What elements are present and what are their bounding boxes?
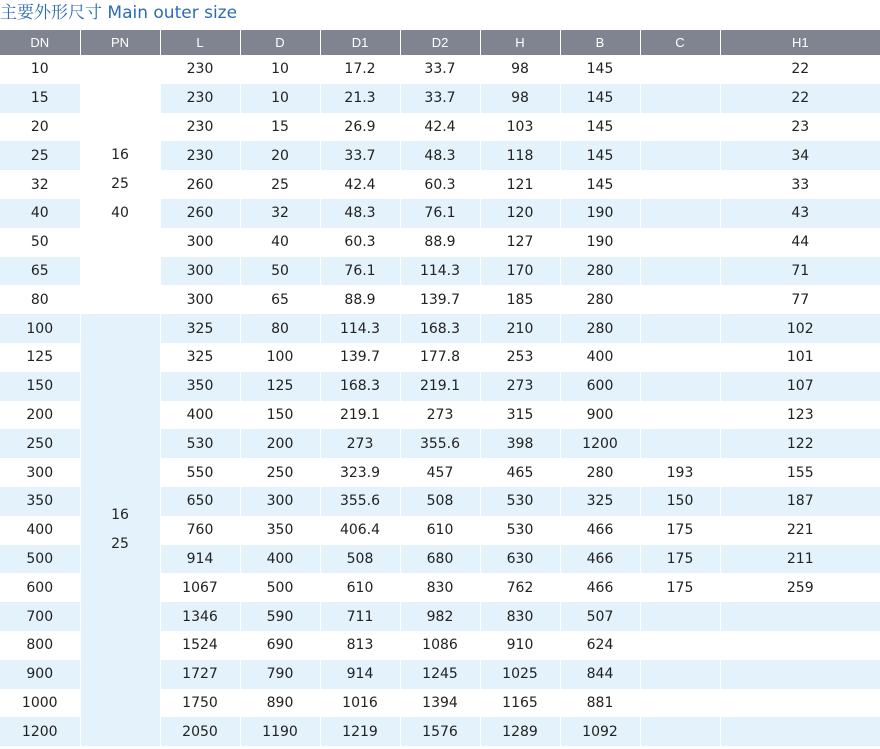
column-header: DN bbox=[0, 30, 80, 55]
cell-c bbox=[640, 660, 720, 689]
cell-b: 190 bbox=[560, 199, 640, 228]
cell-d: 10 bbox=[240, 84, 320, 113]
cell-d1: 610 bbox=[320, 573, 400, 602]
cell-d2: 139.7 bbox=[400, 285, 480, 314]
cell-l: 550 bbox=[160, 458, 240, 487]
cell-dn: 10 bbox=[30, 61, 49, 78]
cell-h: 1289 bbox=[480, 717, 560, 746]
cell-d: 10 bbox=[240, 55, 320, 84]
cell-l: 325 bbox=[160, 343, 240, 372]
cell-c: 175 bbox=[640, 545, 720, 574]
cell-l: 230 bbox=[160, 84, 240, 113]
cell-l: 230 bbox=[160, 141, 240, 170]
cell-h: 253 bbox=[480, 343, 560, 372]
cell-h1: 22 bbox=[720, 55, 880, 84]
cell-dn: 40 bbox=[0, 199, 80, 228]
cell-h1: 34 bbox=[720, 141, 880, 170]
table-row bbox=[0, 55, 880, 84]
cell-d1: 139.7 bbox=[320, 343, 400, 372]
cell-c bbox=[640, 717, 720, 746]
cell-l: 260 bbox=[160, 199, 240, 228]
column-header: D1 bbox=[320, 30, 400, 55]
cell-dn: 20 bbox=[30, 118, 49, 135]
cell-d: 500 bbox=[240, 573, 320, 602]
column-header: D2 bbox=[400, 30, 480, 55]
cell-d2: 33.7 bbox=[400, 84, 480, 113]
cell-d: 25 bbox=[240, 170, 320, 199]
column-header: B bbox=[560, 30, 640, 55]
cell-c bbox=[640, 372, 720, 401]
cell-h: 98 bbox=[480, 84, 560, 113]
cell-d: 250 bbox=[240, 458, 320, 487]
cell-b: 145 bbox=[560, 84, 640, 113]
cell-h1: 77 bbox=[720, 285, 880, 314]
cell-d: 1190 bbox=[240, 717, 320, 746]
cell-d2: 114.3 bbox=[400, 257, 480, 286]
cell-dn: 200 bbox=[26, 406, 54, 423]
cell-d: 50 bbox=[240, 257, 320, 286]
cell-d1: 168.3 bbox=[320, 372, 400, 401]
cell-h: 762 bbox=[480, 573, 560, 602]
cell-dn: 700 bbox=[0, 602, 80, 631]
cell-l: 300 bbox=[160, 228, 240, 257]
cell-b: 900 bbox=[560, 401, 640, 430]
cell-c: 175 bbox=[640, 573, 720, 602]
cell-dn: 15 bbox=[0, 84, 80, 113]
cell-d1: 76.1 bbox=[320, 257, 400, 286]
cell-d: 590 bbox=[240, 602, 320, 631]
cell-dn: 150 bbox=[0, 372, 80, 401]
cell-l: 400 bbox=[160, 401, 240, 430]
cell-c: 175 bbox=[640, 516, 720, 545]
cell-h: 120 bbox=[480, 199, 560, 228]
cell-h1: 71 bbox=[720, 257, 880, 286]
cell-c bbox=[640, 141, 720, 170]
table-row bbox=[0, 314, 880, 343]
cell-d1: 26.9 bbox=[320, 113, 400, 142]
cell-l: 300 bbox=[160, 285, 240, 314]
cell-d2: 457 bbox=[400, 458, 480, 487]
cell-d2: 1394 bbox=[400, 689, 480, 718]
pn-value: 40 bbox=[111, 204, 129, 221]
cell-d1: 21.3 bbox=[320, 84, 400, 113]
cell-c bbox=[640, 689, 720, 718]
column-header: H1 bbox=[720, 30, 880, 55]
cell-d: 125 bbox=[240, 372, 320, 401]
cell-l: 300 bbox=[160, 257, 240, 286]
cell-h1: 22 bbox=[720, 84, 880, 113]
cell-d: 100 bbox=[240, 343, 320, 372]
cell-b: 507 bbox=[560, 602, 640, 631]
cell-d: 80 bbox=[240, 314, 320, 343]
cell-h1: 43 bbox=[720, 199, 880, 228]
cell-h: 210 bbox=[480, 314, 560, 343]
pn-value: 25 bbox=[111, 176, 129, 193]
cell-l: 260 bbox=[160, 170, 240, 199]
dimension-table bbox=[0, 30, 880, 746]
cell-d: 890 bbox=[240, 689, 320, 718]
cell-h1 bbox=[720, 717, 880, 746]
cell-b: 145 bbox=[560, 55, 640, 84]
cell-d2: 42.4 bbox=[400, 113, 480, 142]
cell-h1: 123 bbox=[720, 401, 880, 430]
cell-d2: 76.1 bbox=[400, 199, 480, 228]
cell-h1: 155 bbox=[720, 458, 880, 487]
cell-d: 200 bbox=[240, 429, 320, 458]
page-title: 主要外形尺寸 Main outer size bbox=[0, 3, 238, 23]
cell-d: 790 bbox=[240, 660, 320, 689]
cell-h: 127 bbox=[480, 228, 560, 257]
cell-dn: 125 bbox=[26, 349, 54, 366]
cell-b: 190 bbox=[560, 228, 640, 257]
cell-l: 650 bbox=[160, 487, 240, 516]
cell-b: 881 bbox=[560, 689, 640, 718]
cell-d1: 406.4 bbox=[320, 516, 400, 545]
cell-d2: 48.3 bbox=[400, 141, 480, 170]
cell-h1: 107 bbox=[720, 372, 880, 401]
cell-c: 150 bbox=[640, 487, 720, 516]
cell-h1: 33 bbox=[720, 170, 880, 199]
cell-d1: 273 bbox=[320, 429, 400, 458]
cell-h1: 44 bbox=[720, 228, 880, 257]
cell-h: 273 bbox=[480, 372, 560, 401]
cell-d1: 48.3 bbox=[320, 199, 400, 228]
cell-c bbox=[640, 84, 720, 113]
cell-h: 1165 bbox=[480, 689, 560, 718]
cell-b: 280 bbox=[560, 314, 640, 343]
cell-pn-group bbox=[80, 55, 160, 314]
cell-b: 466 bbox=[560, 573, 640, 602]
cell-b: 600 bbox=[560, 372, 640, 401]
cell-d1: 323.9 bbox=[320, 458, 400, 487]
cell-d2: 33.7 bbox=[400, 55, 480, 84]
cell-d2: 610 bbox=[400, 516, 480, 545]
cell-dn: 300 bbox=[26, 464, 54, 481]
cell-d2: 1576 bbox=[400, 717, 480, 746]
cell-l: 1727 bbox=[160, 660, 240, 689]
column-header: PN bbox=[80, 30, 160, 55]
cell-c bbox=[640, 343, 720, 372]
cell-c bbox=[640, 285, 720, 314]
cell-l: 2050 bbox=[160, 717, 240, 746]
cell-b: 280 bbox=[560, 458, 640, 487]
cell-h1 bbox=[720, 631, 880, 660]
cell-d2: 60.3 bbox=[400, 170, 480, 199]
cell-c bbox=[640, 429, 720, 458]
cell-b: 145 bbox=[560, 141, 640, 170]
cell-d1: 1219 bbox=[320, 717, 400, 746]
cell-dn: 100 bbox=[0, 314, 80, 343]
cell-d2: 508 bbox=[400, 487, 480, 516]
cell-b: 1092 bbox=[560, 717, 640, 746]
cell-d2: 168.3 bbox=[400, 314, 480, 343]
cell-d: 15 bbox=[240, 113, 320, 142]
cell-d: 300 bbox=[240, 487, 320, 516]
cell-h: 830 bbox=[480, 602, 560, 631]
cell-dn: 600 bbox=[26, 579, 54, 596]
cell-dn: 400 bbox=[26, 522, 54, 539]
cell-h1: 101 bbox=[720, 343, 880, 372]
cell-l: 325 bbox=[160, 314, 240, 343]
cell-h: 398 bbox=[480, 429, 560, 458]
cell-c bbox=[640, 602, 720, 631]
cell-d2: 1086 bbox=[400, 631, 480, 660]
cell-d2: 355.6 bbox=[400, 429, 480, 458]
cell-d2: 830 bbox=[400, 573, 480, 602]
cell-d: 32 bbox=[240, 199, 320, 228]
cell-d1: 813 bbox=[320, 631, 400, 660]
cell-d: 690 bbox=[240, 631, 320, 660]
cell-dn: 25 bbox=[0, 141, 80, 170]
cell-b: 400 bbox=[560, 343, 640, 372]
cell-d1: 914 bbox=[320, 660, 400, 689]
cell-d: 350 bbox=[240, 516, 320, 545]
cell-l: 760 bbox=[160, 516, 240, 545]
cell-d1: 33.7 bbox=[320, 141, 400, 170]
cell-d: 20 bbox=[240, 141, 320, 170]
cell-l: 1346 bbox=[160, 602, 240, 631]
cell-d1: 711 bbox=[320, 602, 400, 631]
cell-b: 844 bbox=[560, 660, 640, 689]
cell-dn: 65 bbox=[0, 257, 80, 286]
cell-b: 466 bbox=[560, 545, 640, 574]
column-header: C bbox=[640, 30, 720, 55]
cell-d2: 273 bbox=[400, 401, 480, 430]
table-body bbox=[0, 55, 880, 746]
cell-c bbox=[640, 257, 720, 286]
cell-dn: 80 bbox=[30, 291, 49, 308]
cell-h: 98 bbox=[480, 55, 560, 84]
cell-d2: 982 bbox=[400, 602, 480, 631]
cell-l: 350 bbox=[160, 372, 240, 401]
cell-d1: 1016 bbox=[320, 689, 400, 718]
cell-h1: 122 bbox=[720, 429, 880, 458]
cell-b: 280 bbox=[560, 285, 640, 314]
cell-h: 530 bbox=[480, 487, 560, 516]
cell-b: 624 bbox=[560, 631, 640, 660]
cell-d: 400 bbox=[240, 545, 320, 574]
pn-value: 16 bbox=[111, 507, 129, 524]
cell-d1: 60.3 bbox=[320, 228, 400, 257]
cell-h1: 23 bbox=[720, 113, 880, 142]
cell-l: 230 bbox=[160, 55, 240, 84]
cell-h: 170 bbox=[480, 257, 560, 286]
cell-l: 914 bbox=[160, 545, 240, 574]
cell-l: 1524 bbox=[160, 631, 240, 660]
cell-d1: 508 bbox=[320, 545, 400, 574]
column-header: H bbox=[480, 30, 560, 55]
cell-d1: 88.9 bbox=[320, 285, 400, 314]
cell-dn: 350 bbox=[0, 487, 80, 516]
cell-b: 280 bbox=[560, 257, 640, 286]
column-header: L bbox=[160, 30, 240, 55]
cell-dn: 500 bbox=[0, 545, 80, 574]
cell-h: 121 bbox=[480, 170, 560, 199]
cell-h: 1025 bbox=[480, 660, 560, 689]
cell-h: 118 bbox=[480, 141, 560, 170]
cell-h1 bbox=[720, 660, 880, 689]
cell-l: 530 bbox=[160, 429, 240, 458]
cell-h1: 259 bbox=[720, 573, 880, 602]
cell-c bbox=[640, 401, 720, 430]
cell-d2: 219.1 bbox=[400, 372, 480, 401]
cell-c bbox=[640, 199, 720, 228]
table-header-row bbox=[0, 30, 880, 55]
cell-h1: 187 bbox=[720, 487, 880, 516]
cell-l: 230 bbox=[160, 113, 240, 142]
cell-c bbox=[640, 228, 720, 257]
cell-h: 465 bbox=[480, 458, 560, 487]
cell-c bbox=[640, 170, 720, 199]
cell-d2: 177.8 bbox=[400, 343, 480, 372]
cell-h1: 221 bbox=[720, 516, 880, 545]
cell-l: 1750 bbox=[160, 689, 240, 718]
cell-d2: 88.9 bbox=[400, 228, 480, 257]
column-header: D bbox=[240, 30, 320, 55]
cell-h: 530 bbox=[480, 516, 560, 545]
pn-value: 25 bbox=[111, 536, 129, 553]
cell-b: 145 bbox=[560, 170, 640, 199]
cell-b: 325 bbox=[560, 487, 640, 516]
cell-dn: 1200 bbox=[0, 717, 80, 746]
cell-dn: 900 bbox=[0, 660, 80, 689]
cell-c: 193 bbox=[640, 458, 720, 487]
cell-d1: 42.4 bbox=[320, 170, 400, 199]
cell-dn: 50 bbox=[30, 234, 49, 251]
cell-h: 185 bbox=[480, 285, 560, 314]
cell-c bbox=[640, 55, 720, 84]
cell-d: 40 bbox=[240, 228, 320, 257]
cell-b: 145 bbox=[560, 113, 640, 142]
cell-b: 466 bbox=[560, 516, 640, 545]
cell-h1 bbox=[720, 689, 880, 718]
cell-d1: 114.3 bbox=[320, 314, 400, 343]
cell-c bbox=[640, 113, 720, 142]
cell-dn: 250 bbox=[0, 429, 80, 458]
cell-c bbox=[640, 314, 720, 343]
cell-pn-group bbox=[80, 314, 160, 746]
cell-d2: 680 bbox=[400, 545, 480, 574]
cell-dn: 800 bbox=[26, 637, 54, 654]
cell-dn: 1000 bbox=[21, 694, 58, 711]
cell-d1: 17.2 bbox=[320, 55, 400, 84]
cell-d1: 219.1 bbox=[320, 401, 400, 430]
cell-h1: 102 bbox=[720, 314, 880, 343]
pn-value: 16 bbox=[111, 147, 129, 164]
cell-l: 1067 bbox=[160, 573, 240, 602]
cell-dn: 32 bbox=[30, 176, 49, 193]
cell-d1: 355.6 bbox=[320, 487, 400, 516]
cell-h: 910 bbox=[480, 631, 560, 660]
cell-b: 1200 bbox=[560, 429, 640, 458]
cell-h: 103 bbox=[480, 113, 560, 142]
cell-h: 630 bbox=[480, 545, 560, 574]
cell-c bbox=[640, 631, 720, 660]
cell-h1 bbox=[720, 602, 880, 631]
cell-d: 150 bbox=[240, 401, 320, 430]
cell-d2: 1245 bbox=[400, 660, 480, 689]
cell-h1: 211 bbox=[720, 545, 880, 574]
cell-d: 65 bbox=[240, 285, 320, 314]
cell-h: 315 bbox=[480, 401, 560, 430]
